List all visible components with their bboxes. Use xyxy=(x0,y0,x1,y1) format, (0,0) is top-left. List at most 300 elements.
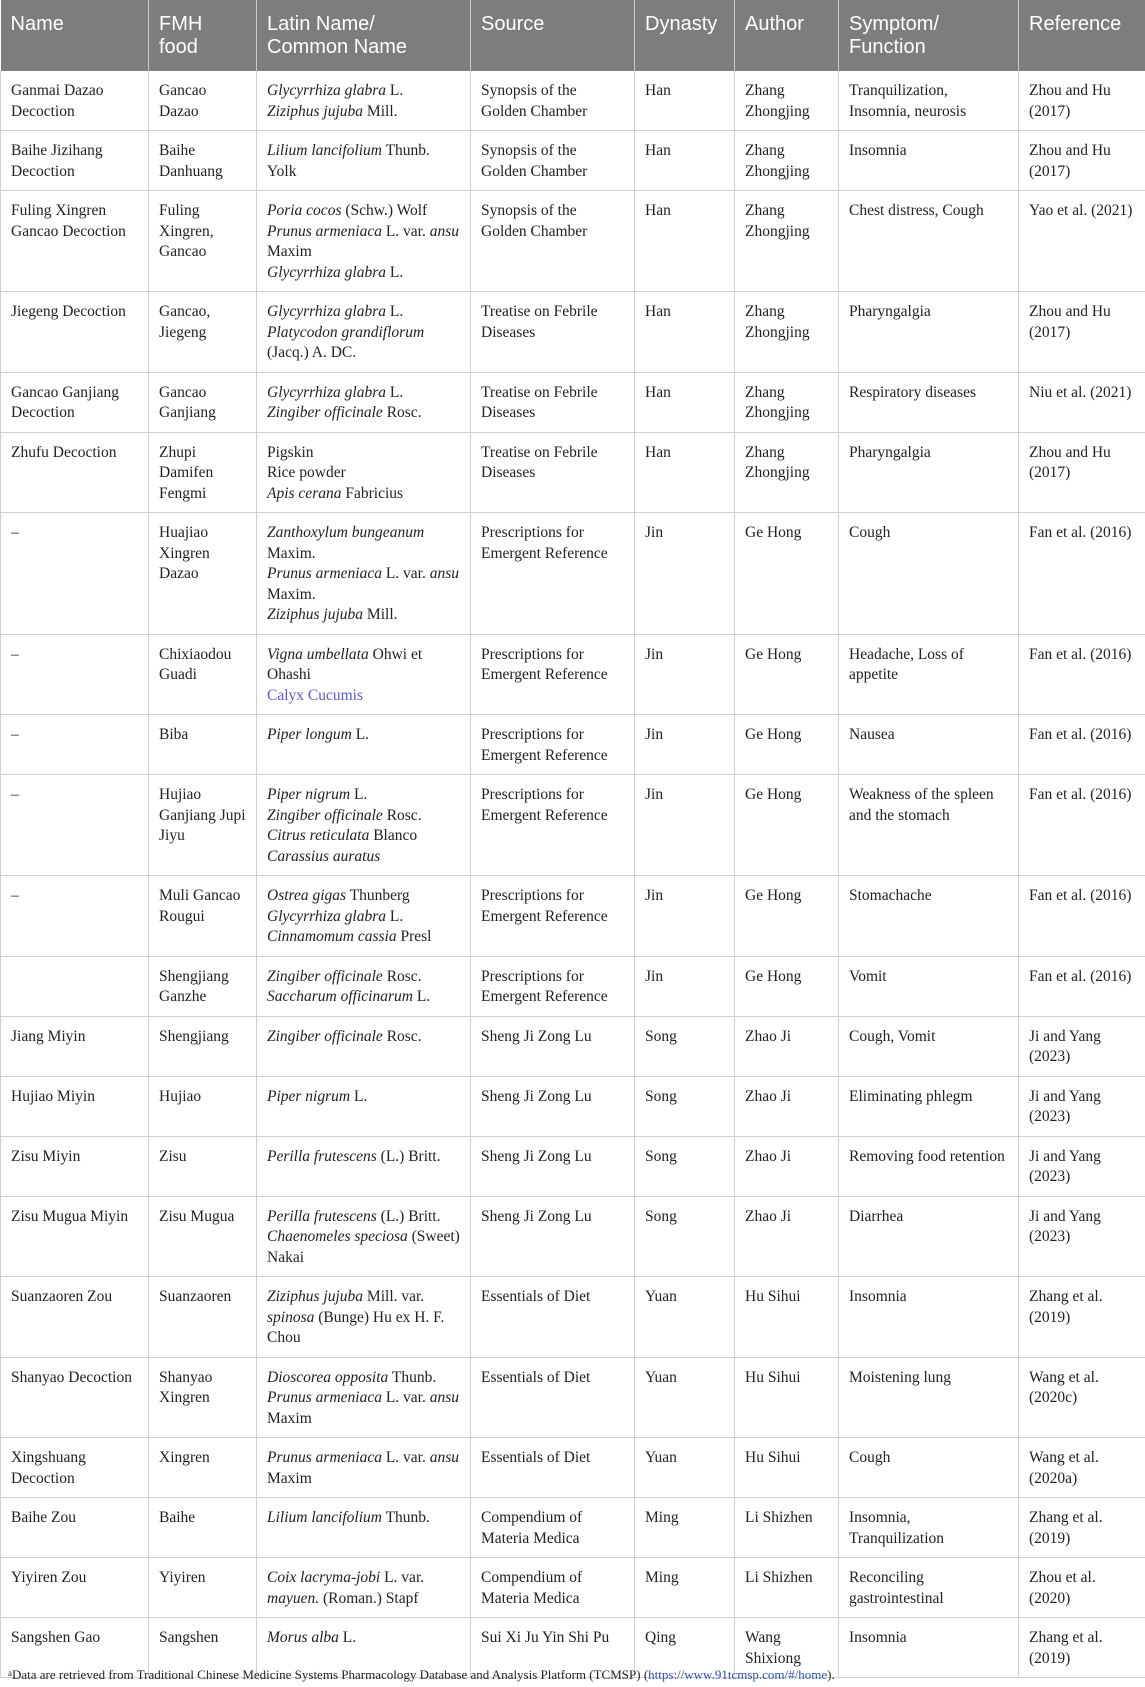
column-header-symptom: Symptom/ Function xyxy=(839,0,1019,71)
latin-name-part: Morus alba xyxy=(267,1629,339,1646)
cell-reference: Yao et al. (2021) xyxy=(1019,191,1145,292)
cell-source: Sheng Ji Zong Lu xyxy=(471,1076,635,1136)
cell-food: Hujiao Ganjiang Jupi Jiyu xyxy=(149,775,257,876)
cell-author: Ge Hong xyxy=(735,634,839,715)
cell-name: Baihe Jizihang Decoction xyxy=(1,131,149,191)
cell-food: Xingren xyxy=(149,1438,257,1498)
latin-name-part: Piper nigrum xyxy=(267,786,351,803)
cell-source: Compendium of Materia Medica xyxy=(471,1558,635,1618)
latin-name-part: Prunus armeniaca xyxy=(267,565,382,582)
cell-name xyxy=(1,956,149,1016)
cell-latin xyxy=(257,1076,471,1136)
cell-name: Zisu Mugua Miyin xyxy=(1,1196,149,1277)
cell-author: Zhang Zhongjing xyxy=(735,432,839,513)
cell-reference: Wang et al. (2020a) xyxy=(1019,1438,1145,1498)
latin-name-line xyxy=(267,141,460,162)
cell-latin xyxy=(257,775,471,876)
latin-name-part: Chaenomeles speciosa xyxy=(267,1228,408,1245)
latin-name-part: Prunus armeniaca xyxy=(267,1449,382,1466)
cell-source: Prescriptions for Emergent Reference xyxy=(471,956,635,1016)
latin-name-line xyxy=(267,1388,460,1429)
cell-food: Gancao Dazao xyxy=(149,71,257,131)
cell-source: Prescriptions for Emergent Reference xyxy=(471,876,635,957)
cell-author: Zhao Ji xyxy=(735,1016,839,1076)
latin-name-line xyxy=(267,686,460,707)
cell-dynasty: Han xyxy=(635,71,735,131)
latin-name-line xyxy=(267,162,460,183)
cell-source: Synopsis of the Golden Chamber xyxy=(471,71,635,131)
latin-name-part: Rosc. xyxy=(382,967,422,985)
latin-name-part: Yolk xyxy=(267,162,297,180)
table-row xyxy=(1,71,1145,131)
latin-name-part: L. var. xyxy=(381,565,430,582)
cell-source: Prescriptions for Emergent Reference xyxy=(471,715,635,775)
cell-latin xyxy=(257,131,471,191)
cell-food: Zisu xyxy=(149,1136,257,1196)
latin-name-line xyxy=(267,443,460,464)
cell-food: Baihe xyxy=(149,1498,257,1558)
latin-name-part: L. xyxy=(385,263,404,281)
cell-latin xyxy=(257,715,471,775)
latin-name-part: Ziziphus jujuba xyxy=(267,606,364,623)
latin-name-line xyxy=(267,81,460,102)
cell-dynasty: Qing xyxy=(635,1618,735,1678)
latin-name-line xyxy=(267,645,460,686)
latin-name-part: L. var. xyxy=(381,222,430,240)
column-header-source: Source xyxy=(471,0,635,71)
cell-latin xyxy=(257,634,471,715)
latin-name-part: ansu xyxy=(429,1389,460,1406)
cell-symptom: Cough xyxy=(839,1438,1019,1498)
latin-name-part: Coix lacryma-jobi xyxy=(267,1569,381,1586)
cell-food: Biba xyxy=(149,715,257,775)
cell-name: Ganmai Dazao Decoction xyxy=(1,71,149,131)
cell-symptom: Chest distress, Cough xyxy=(839,191,1019,292)
cell-dynasty: Jin xyxy=(635,956,735,1016)
latin-name-part: Vigna umbellata xyxy=(267,645,369,663)
table-body xyxy=(1,71,1145,1678)
latin-name-part: Maxim xyxy=(267,243,312,260)
cell-source: Essentials of Diet xyxy=(471,1277,635,1358)
latin-name-part: ansu xyxy=(429,565,460,582)
latin-name-part: Saccharum officinarum xyxy=(267,988,413,1005)
latin-name-line xyxy=(267,564,460,605)
cell-dynasty: Song xyxy=(635,1136,735,1196)
latin-name-part: L. xyxy=(385,383,404,401)
latin-name-line xyxy=(267,1147,460,1168)
latin-name-part: Zanthoxylum bungeanum xyxy=(267,524,425,541)
cell-name: Jiang Miyin xyxy=(1,1016,149,1076)
column-header-dynasty: Dynasty xyxy=(635,0,735,71)
latin-name-part: Blanco xyxy=(369,827,418,844)
cell-latin xyxy=(257,372,471,432)
latin-name-line xyxy=(267,987,460,1008)
cell-reference: Zhou and Hu (2017) xyxy=(1019,131,1145,191)
latin-name-part: ansu xyxy=(429,222,460,240)
table-row xyxy=(1,1357,1145,1438)
cell-author: Ge Hong xyxy=(735,513,839,635)
cell-food: Baihe Danhuang xyxy=(149,131,257,191)
column-header-author: Author xyxy=(735,0,839,71)
cell-dynasty: Song xyxy=(635,1016,735,1076)
cell-dynasty: Han xyxy=(635,432,735,513)
table-row xyxy=(1,715,1145,775)
footnote-text: Data are retrieved from Traditional Chinese Medicine Systems Pharmacology Database and Analysis Platform (TCMSP) ( xyxy=(12,1667,649,1682)
cell-reference: Ji and Yang (2023) xyxy=(1019,1016,1145,1076)
latin-name-part: Glycyrrhiza glabra xyxy=(267,263,386,281)
cell-author: Wang Shixiong xyxy=(735,1618,839,1678)
cell-name: Xingshuang Decoction xyxy=(1,1438,149,1498)
latin-name-line xyxy=(267,1087,460,1108)
cell-author: Ge Hong xyxy=(735,956,839,1016)
latin-name-part: Pigskin xyxy=(267,443,314,461)
cell-latin xyxy=(257,1498,471,1558)
cell-author: Zhang Zhongjing xyxy=(735,71,839,131)
cell-author: Li Shizhen xyxy=(735,1558,839,1618)
latin-name-part: (Sweet) Nakai xyxy=(267,1228,460,1266)
latin-name-part: Ostrea gigas xyxy=(267,887,347,904)
latin-name-part: L. var. xyxy=(381,1449,430,1466)
cell-symptom: Vomit xyxy=(839,956,1019,1016)
cell-latin xyxy=(257,1438,471,1498)
cell-food: Shengjiang Ganzhe xyxy=(149,956,257,1016)
latin-name-part: Apis cerana xyxy=(267,484,342,502)
latin-name-line xyxy=(267,1368,460,1389)
latin-name-line xyxy=(267,323,460,364)
latin-name-part: Thunberg xyxy=(346,887,410,904)
cell-symptom: Cough xyxy=(839,513,1019,635)
cell-name: Fuling Xingren Gancao Decoction xyxy=(1,191,149,292)
cell-dynasty: Ming xyxy=(635,1498,735,1558)
latin-name-link[interactable]: Calyx Cucumis xyxy=(267,686,364,704)
cell-author: Hu Sihui xyxy=(735,1357,839,1438)
latin-name-part: Glycyrrhiza glabra xyxy=(267,383,386,401)
column-header-latin-name: Latin Name/ Common Name xyxy=(257,0,471,71)
latin-name-part: L. xyxy=(350,786,368,803)
latin-name-part: Rice powder xyxy=(267,464,346,481)
cell-symptom: Stomachache xyxy=(839,876,1019,957)
cell-food: Gancao, Jiegeng xyxy=(149,292,257,373)
latin-name-part: Glycyrrhiza glabra xyxy=(267,82,386,99)
latin-name-line xyxy=(267,523,460,564)
latin-name-part: Rosc. xyxy=(382,404,422,421)
cell-reference: Zhang et al. (2019) xyxy=(1019,1618,1145,1678)
cell-reference: Zhou and Hu (2017) xyxy=(1019,292,1145,373)
latin-name-part: (L.) Britt. xyxy=(376,1147,441,1165)
cell-reference: Zhang et al. (2019) xyxy=(1019,1277,1145,1358)
cell-author: Zhang Zhongjing xyxy=(735,131,839,191)
cell-latin xyxy=(257,1136,471,1196)
cell-reference: Zhou and Hu (2017) xyxy=(1019,71,1145,131)
footnote xyxy=(8,1667,835,1683)
latin-name-part: spinosa xyxy=(267,1308,315,1326)
cell-symptom: Removing food retention xyxy=(839,1136,1019,1196)
cell-dynasty: Jin xyxy=(635,715,735,775)
cell-dynasty: Jin xyxy=(635,876,735,957)
latin-name-line xyxy=(267,785,460,806)
cell-source: Sheng Ji Zong Lu xyxy=(471,1136,635,1196)
cell-symptom: Nausea xyxy=(839,715,1019,775)
latin-name-line xyxy=(267,1207,460,1228)
cell-reference: Fan et al. (2016) xyxy=(1019,634,1145,715)
latin-name-line xyxy=(267,806,460,827)
cell-author: Zhang Zhongjing xyxy=(735,372,839,432)
latin-name-line xyxy=(267,826,460,847)
latin-name-line xyxy=(267,1448,460,1489)
cell-reference: Ji and Yang (2023) xyxy=(1019,1136,1145,1196)
latin-name-part: Platycodon grandiflorum xyxy=(267,323,425,341)
cell-food: Huajiao Xingren Dazao xyxy=(149,513,257,635)
cell-source: Prescriptions for Emergent Reference xyxy=(471,775,635,876)
latin-name-part: Perilla frutescens xyxy=(267,1147,377,1165)
cell-name: Shanyao Decoction xyxy=(1,1357,149,1438)
cell-author: Li Shizhen xyxy=(735,1498,839,1558)
cell-latin xyxy=(257,1196,471,1277)
cell-symptom: Pharyngalgia xyxy=(839,432,1019,513)
cell-reference: Niu et al. (2021) xyxy=(1019,372,1145,432)
column-header-reference: Reference xyxy=(1019,0,1145,71)
table-row xyxy=(1,956,1145,1016)
cell-food: Yiyiren xyxy=(149,1558,257,1618)
cell-author: Ge Hong xyxy=(735,876,839,957)
latin-name-part: Mill. xyxy=(363,606,398,623)
cell-source: Essentials of Diet xyxy=(471,1357,635,1438)
cell-dynasty: Han xyxy=(635,372,735,432)
cell-latin xyxy=(257,71,471,131)
cell-latin xyxy=(257,292,471,373)
latin-name-part: Fabricius xyxy=(341,484,404,502)
cell-name: Hujiao Miyin xyxy=(1,1076,149,1136)
latin-name-part: Citrus reticulata xyxy=(267,827,370,844)
latin-name-part: Prunus armeniaca xyxy=(267,1389,382,1406)
latin-name-part: Prunus armeniaca xyxy=(267,222,382,240)
cell-food: Zhupi Damifen Fengmi xyxy=(149,432,257,513)
latin-name-part: Perilla frutescens xyxy=(267,1207,377,1225)
cell-reference: Ji and Yang (2023) xyxy=(1019,1196,1145,1277)
latin-name-part: Carassius auratus xyxy=(267,847,381,865)
latin-name-line xyxy=(267,605,460,626)
cell-symptom: Cough, Vomit xyxy=(839,1016,1019,1076)
cell-author: Ge Hong xyxy=(735,775,839,876)
cell-food: Sangshen xyxy=(149,1618,257,1678)
cell-source: Treatise on Febrile Diseases xyxy=(471,432,635,513)
cell-name: Zhufu Decoction xyxy=(1,432,149,513)
cell-author: Zhao Ji xyxy=(735,1196,839,1277)
cell-symptom: Eliminating phlegm xyxy=(839,1076,1019,1136)
cell-food: Zisu Mugua xyxy=(149,1196,257,1277)
cell-symptom: Tranquilization, Insomnia, neurosis xyxy=(839,71,1019,131)
latin-name-part: Rosc. xyxy=(382,1027,422,1045)
table-row xyxy=(1,131,1145,191)
cell-author: Zhang Zhongjing xyxy=(735,191,839,292)
cell-reference: Fan et al. (2016) xyxy=(1019,513,1145,635)
cell-dynasty: Han xyxy=(635,191,735,292)
cell-food: Gancao Ganjiang xyxy=(149,372,257,432)
cell-food: Fuling Xingren, Gancao xyxy=(149,191,257,292)
cell-food: Suanzaoren xyxy=(149,1277,257,1358)
cell-name: Sangshen Gao xyxy=(1,1618,149,1678)
table-row xyxy=(1,1498,1145,1558)
cell-food: Hujiao xyxy=(149,1076,257,1136)
latin-name-part: L. xyxy=(385,907,404,925)
table-row xyxy=(1,1136,1145,1196)
cell-name: – xyxy=(1,876,149,957)
cell-dynasty: Jin xyxy=(635,775,735,876)
cell-latin xyxy=(257,956,471,1016)
cell-dynasty: Han xyxy=(635,131,735,191)
cell-reference: Fan et al. (2016) xyxy=(1019,715,1145,775)
footnote-end: ). xyxy=(827,1667,835,1682)
cell-reference: Fan et al. (2016) xyxy=(1019,876,1145,957)
cell-name: Zisu Miyin xyxy=(1,1136,149,1196)
latin-name-part: Poria cocos xyxy=(267,202,342,219)
cell-latin xyxy=(257,191,471,292)
latin-name-line xyxy=(267,463,460,484)
table-row xyxy=(1,432,1145,513)
table-row xyxy=(1,775,1145,876)
cell-source: Essentials of Diet xyxy=(471,1438,635,1498)
latin-name-part: Mill. var. xyxy=(363,1288,425,1305)
latin-name-part: Glycyrrhiza glabra xyxy=(267,303,386,320)
cell-symptom: Insomnia, Tranquilization xyxy=(839,1498,1019,1558)
cell-name: – xyxy=(1,715,149,775)
cell-dynasty: Yuan xyxy=(635,1357,735,1438)
latin-name-part: L. var. xyxy=(381,1389,430,1406)
cell-dynasty: Yuan xyxy=(635,1438,735,1498)
latin-name-line xyxy=(267,1628,460,1649)
cell-source: Synopsis of the Golden Chamber xyxy=(471,191,635,292)
latin-name-part: mayuen. xyxy=(267,1589,320,1607)
latin-name-line xyxy=(267,967,460,988)
cell-author: Zhang Zhongjing xyxy=(735,292,839,373)
latin-name-part: L. var. xyxy=(380,1569,425,1586)
latin-name-line xyxy=(267,1508,460,1529)
latin-name-part: Zingiber officinale xyxy=(267,404,383,421)
cell-latin xyxy=(257,1357,471,1438)
table-row xyxy=(1,876,1145,957)
latin-name-line xyxy=(267,222,460,263)
latin-name-part: Presl xyxy=(396,928,432,945)
latin-name-part: Maxim. xyxy=(267,585,316,603)
latin-name-part: Maxim xyxy=(267,1409,312,1427)
cell-latin xyxy=(257,1277,471,1358)
latin-name-part: Lilium lancifolium xyxy=(267,1509,382,1526)
cell-name: – xyxy=(1,513,149,635)
cell-symptom: Reconciling gastrointestinal xyxy=(839,1558,1019,1618)
latin-name-part: Zingiber officinale xyxy=(267,1027,383,1045)
cell-name: Baihe Zou xyxy=(1,1498,149,1558)
cell-symptom: Pharyngalgia xyxy=(839,292,1019,373)
cell-reference: Zhou et al. (2020) xyxy=(1019,1558,1145,1618)
cell-reference: Fan et al. (2016) xyxy=(1019,775,1145,876)
latin-name-line xyxy=(267,927,460,948)
latin-name-part: L. xyxy=(338,1629,357,1646)
latin-name-part: Rosc. xyxy=(382,806,422,824)
cell-name: – xyxy=(1,775,149,876)
cell-symptom: Respiratory diseases xyxy=(839,372,1019,432)
cell-latin xyxy=(257,876,471,957)
cell-dynasty: Jin xyxy=(635,634,735,715)
cell-source: Sui Xi Ju Yin Shi Pu xyxy=(471,1618,635,1678)
cell-author: Zhao Ji xyxy=(735,1136,839,1196)
cell-latin xyxy=(257,432,471,513)
latin-name-line xyxy=(267,1227,460,1268)
latin-name-part: (Bunge) Hu ex H. F. Chou xyxy=(267,1308,445,1346)
latin-name-line xyxy=(267,403,460,424)
cell-dynasty: Han xyxy=(635,292,735,373)
latin-name-part: L. xyxy=(351,726,370,743)
cell-source: Compendium of Materia Medica xyxy=(471,1498,635,1558)
cell-food: Shanyao Xingren xyxy=(149,1357,257,1438)
footnote-link[interactable]: https://www.91tcmsp.com/#/home xyxy=(648,1667,828,1682)
latin-name-part: L. xyxy=(385,303,404,320)
latin-name-line xyxy=(267,1568,460,1609)
table-row xyxy=(1,513,1145,635)
cell-reference: Fan et al. (2016) xyxy=(1019,956,1145,1016)
cell-symptom: Weakness of the spleen and the stomach xyxy=(839,775,1019,876)
latin-name-part: Glycyrrhiza glabra xyxy=(267,907,386,925)
table-row xyxy=(1,292,1145,373)
latin-name-line xyxy=(267,383,460,404)
cell-symptom: Moistening lung xyxy=(839,1357,1019,1438)
latin-name-part: Zingiber officinale xyxy=(267,967,383,985)
cell-name: Jiegeng Decoction xyxy=(1,292,149,373)
cell-source: Treatise on Febrile Diseases xyxy=(471,292,635,373)
cell-source: Sheng Ji Zong Lu xyxy=(471,1196,635,1277)
table-row xyxy=(1,372,1145,432)
table-row xyxy=(1,1438,1145,1498)
latin-name-part: (Roman.) Stapf xyxy=(319,1589,419,1607)
latin-name-part: (L.) Britt. xyxy=(376,1207,441,1225)
latin-name-part: Maxim xyxy=(267,1469,312,1487)
latin-name-part: Zingiber officinale xyxy=(267,806,383,824)
latin-name-part: Piper nigrum xyxy=(267,1087,351,1105)
cell-author: Ge Hong xyxy=(735,715,839,775)
latin-name-part: ansu xyxy=(429,1449,460,1466)
footnote-marker: a xyxy=(8,1668,12,1678)
header-row xyxy=(1,0,1145,71)
column-header-name: Name xyxy=(1,0,149,71)
cell-symptom: Insomnia xyxy=(839,1277,1019,1358)
cell-source: Treatise on Febrile Diseases xyxy=(471,372,635,432)
cell-source: Sheng Ji Zong Lu xyxy=(471,1016,635,1076)
latin-name-part: Thunb. xyxy=(388,1368,437,1386)
cell-source: Prescriptions for Emergent Reference xyxy=(471,634,635,715)
cell-symptom: Insomnia xyxy=(839,1618,1019,1678)
cell-dynasty: Song xyxy=(635,1076,735,1136)
cell-food: Chixiaodou Guadi xyxy=(149,634,257,715)
latin-name-line xyxy=(267,907,460,928)
column-header-fmh-food: FMH food xyxy=(149,0,257,71)
latin-name-line xyxy=(267,886,460,907)
cell-source: Synopsis of the Golden Chamber xyxy=(471,131,635,191)
cell-dynasty: Jin xyxy=(635,513,735,635)
cell-author: Hu Sihui xyxy=(735,1438,839,1498)
latin-name-part: L. xyxy=(385,82,404,99)
latin-name-part: Ziziphus jujuba xyxy=(267,102,364,120)
latin-name-part: (Jacq.) A. DC. xyxy=(267,344,357,361)
latin-name-line xyxy=(267,302,460,323)
cell-reference: Wang et al. (2020c) xyxy=(1019,1357,1145,1438)
cell-author: Zhao Ji xyxy=(735,1076,839,1136)
latin-name-part: Thunb. xyxy=(381,142,430,159)
latin-name-part: L. xyxy=(412,988,431,1005)
latin-name-part: Mill. xyxy=(363,102,398,120)
cell-reference: Ji and Yang (2023) xyxy=(1019,1076,1145,1136)
latin-name-part: Lilium lancifolium xyxy=(267,142,382,159)
latin-name-line xyxy=(267,1287,460,1349)
latin-name-line xyxy=(267,263,460,284)
